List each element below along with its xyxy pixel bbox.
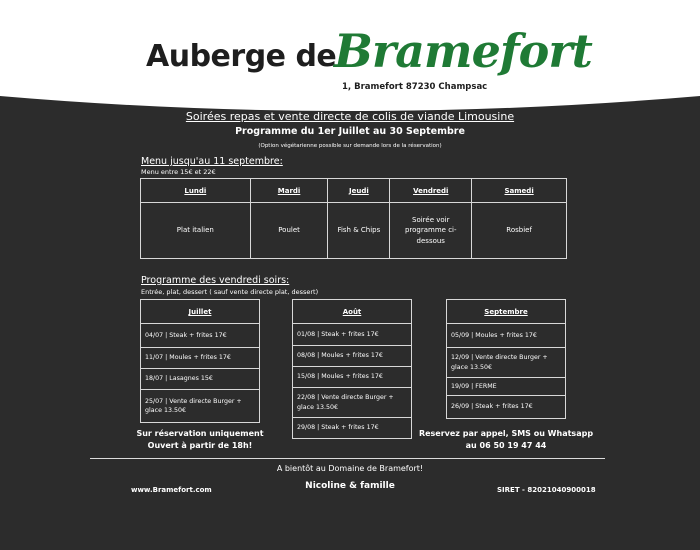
friday-entry: 26/09 | Steak + frites 17€ [451,403,533,411]
opening-time-text: Ouvert à partir de 18h! [147,441,253,450]
friday-entry: 08/08 | Moules + frites 17€ [293,346,411,367]
friday-entry: 05/09 | Moules + frites 17€ [447,324,565,348]
day-header: Mardi [250,179,328,203]
friday-entry: 18/07 | Lasagnes 15€ [141,369,259,390]
siret-number: SIRET - 82021040900018 [497,486,596,494]
friday-entry: 04/07 | Steak + frites 17€ [141,324,259,348]
friday-entry: 29/08 | Steak + frites 17€ [297,424,379,432]
title-text: Auberge de [146,39,337,74]
dish-cell: Soirée voir programme ci-dessous [390,203,472,259]
contact-methods-text: Reservez par appel, SMS ou Whatsapp [418,429,594,438]
title-brand: Bramefort [334,24,592,78]
logo [146,24,592,86]
day-header: Jeudi [328,179,390,203]
month-table-september [446,299,566,419]
menu-dish-row [141,203,567,259]
friday-entry: 22/08 | Vente directe Burger + glace 13.50€ [293,388,411,418]
month-table-july [140,299,260,423]
phone-number: au 06 50 19 47 44 [465,441,547,450]
day-header: Samedi [472,179,567,203]
contact-info [416,428,596,452]
friday-entry: 25/07 | Vente directe Burger + glace 13.50€ [145,397,242,414]
menu-header-row [141,179,567,203]
dish-cell: Poulet [250,203,328,259]
reservation-info [120,428,280,452]
month-table-august [292,299,412,439]
address: 1, Bramefort 87230 Champsac [342,82,488,92]
divider [90,458,605,459]
signature: Nicoline & famille [305,481,395,491]
weekly-menu-table [140,178,567,259]
month-header: Juillet [141,300,259,324]
vegetarian-note: (Option végétarienne possible sur demande lors de la réservation) [258,143,442,149]
fridays-title: Programme des vendredi soirs: [141,275,290,286]
friday-entry: 11/07 | Moules + frites 17€ [141,348,259,369]
friday-entry: 12/09 | Vente directe Burger + glace 13.50€ [447,348,565,378]
reservation-only-text: Sur réservation uniquement [136,429,264,438]
month-header: Septembre [447,300,565,324]
dish-cell: Fish & Chips [328,203,390,259]
dish-cell: Rosbief [472,203,567,259]
friday-entry: 19/09 | FERME [447,378,565,396]
farewell-text: A bientôt au Domaine de Bramefort! [276,464,424,473]
subtitle: Soirées repas et vente directe de colis de viande Limousine [185,110,515,123]
friday-entry: 01/08 | Steak + frites 17€ [293,324,411,346]
programme-heading: Programme du 1er Juillet au 30 Septembre [235,126,465,137]
month-header: Août [293,300,411,324]
day-header: Lundi [141,179,251,203]
fridays-note: Entrée, plat, dessert ( sauf vente directe plat, dessert) [141,288,319,296]
day-header: Vendredi [390,179,472,203]
menu-price-note: Menu entre 15€ et 22€ [141,168,216,176]
website-link[interactable]: www.Bramefort.com [131,486,212,494]
dish-cell: Plat italien [141,203,251,259]
weekly-menu-title: Menu jusqu'au 11 septembre: [141,156,283,167]
friday-entry: 15/08 | Moules + frites 17€ [293,367,411,388]
